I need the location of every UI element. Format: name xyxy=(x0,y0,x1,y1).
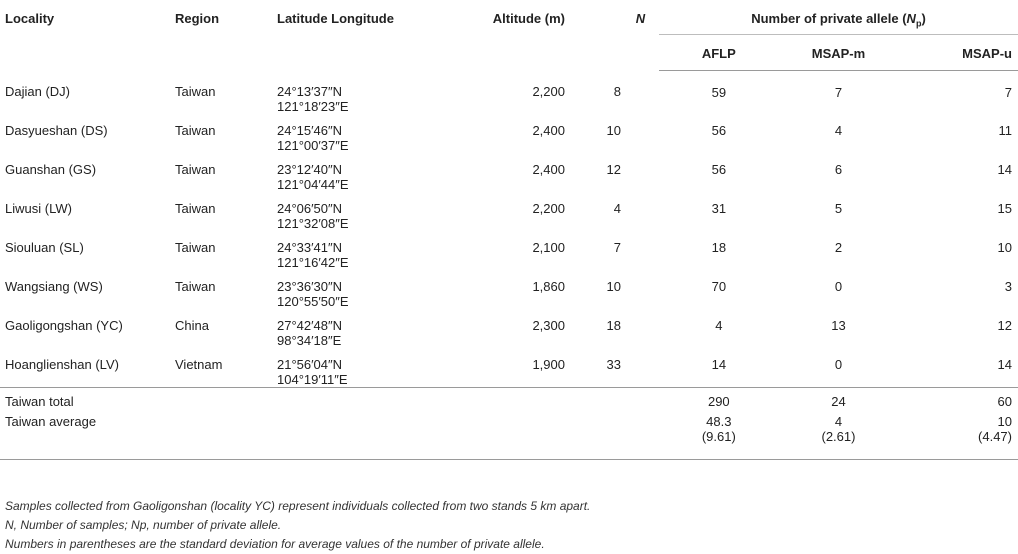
n-cell: 12 xyxy=(606,162,621,177)
header-np-suffix: ) xyxy=(921,11,926,26)
longitude: 121°00′37″E xyxy=(277,138,349,153)
latitude: 21°56′04″N xyxy=(277,357,343,372)
aflp-cell: 56 xyxy=(711,162,727,177)
latlong-cell xyxy=(277,153,447,192)
header-msap-u: MSAP-u xyxy=(898,34,1018,70)
n-cell: 4 xyxy=(613,201,621,216)
taiwan-total-aflp: 290 xyxy=(659,388,779,412)
msap-u-cell: 14 xyxy=(997,162,1012,177)
table-row xyxy=(0,70,1018,114)
msap-u-cell: 15 xyxy=(997,201,1012,216)
table-row xyxy=(0,270,1018,309)
aflp-cell: 18 xyxy=(711,240,727,255)
longitude: 120°55′50″E xyxy=(277,294,349,309)
header-altitude: Altitude (m) xyxy=(492,11,565,26)
header-msap-m: MSAP-m xyxy=(779,34,899,70)
latlong-cell xyxy=(277,231,447,270)
taiwan-total-msap-u: 60 xyxy=(898,388,1018,412)
locality-cell: Hoanglienshan (LV) xyxy=(5,357,119,372)
avg-msap-u-sd: (4.47) xyxy=(978,428,1012,444)
n-cell: 33 xyxy=(606,357,621,372)
altitude-cell: 2,100 xyxy=(532,240,565,255)
header-region: Region xyxy=(175,11,220,26)
footnote-3: Numbers in parentheses are the standard deviation for average values of the number of private allele. xyxy=(5,537,545,551)
longitude: 121°32′08″E xyxy=(277,216,349,231)
footnote-1: Samples collected from Gaoligonshan (locality YC) represent individuals collected from two stands 5 km apart. xyxy=(5,499,591,513)
latitude: 24°06′50″N xyxy=(277,201,343,216)
header-locality: Locality xyxy=(5,11,55,26)
region-cell: Taiwan xyxy=(175,123,216,138)
locality-cell: Liwusi (LW) xyxy=(5,201,72,216)
region-cell: China xyxy=(175,318,209,333)
header-row-1 xyxy=(0,0,1018,34)
avg-msap-u-value: 10 xyxy=(997,413,1012,429)
msap-m-cell: 0 xyxy=(834,357,843,372)
avg-aflp-value: 48.3 xyxy=(706,413,732,429)
msap-m-cell: 7 xyxy=(834,84,843,100)
taiwan-total-msap-m: 24 xyxy=(779,388,899,412)
msap-m-cell: 6 xyxy=(834,162,843,177)
aflp-cell: 70 xyxy=(711,279,727,294)
altitude-cell: 1,900 xyxy=(532,357,565,372)
header-np-symbol: N xyxy=(906,11,916,26)
locality-cell: Siouluan (SL) xyxy=(5,240,84,255)
taiwan-average-row xyxy=(0,412,1018,460)
latlong-cell xyxy=(277,348,447,388)
latitude: 27°42′48″N xyxy=(277,318,343,333)
table-row xyxy=(0,153,1018,192)
altitude-cell: 2,400 xyxy=(532,123,565,138)
aflp-cell: 31 xyxy=(711,201,727,216)
taiwan-average-msap-u xyxy=(898,412,1018,460)
taiwan-average-aflp xyxy=(659,412,779,460)
latitude: 24°33′41″N xyxy=(277,240,343,255)
longitude: 121°18′23″E xyxy=(277,99,349,114)
locality-cell: Dasyueshan (DS) xyxy=(5,123,108,138)
latitude: 24°15′46″N xyxy=(277,123,343,138)
n-cell: 10 xyxy=(606,123,621,138)
msap-u-cell: 3 xyxy=(1004,279,1012,294)
taiwan-average-msap-m xyxy=(779,412,899,460)
region-cell: Taiwan xyxy=(175,279,216,294)
msap-m-cell: 5 xyxy=(834,201,843,216)
header-n: N xyxy=(635,11,646,26)
region-cell: Vietnam xyxy=(175,357,223,372)
msap-u-cell: 10 xyxy=(997,240,1012,255)
table-row xyxy=(0,309,1018,348)
region-cell: Taiwan xyxy=(175,162,216,177)
locality-cell: Wangsiang (WS) xyxy=(5,279,103,294)
footnote-2: N, Number of samples; Np, number of private allele. xyxy=(5,518,282,532)
altitude-cell: 2,200 xyxy=(532,201,565,216)
table-row xyxy=(0,231,1018,270)
region-cell: Taiwan xyxy=(175,240,216,255)
longitude: 121°16′42″E xyxy=(277,255,349,270)
avg-msap-m-sd: (2.61) xyxy=(821,428,856,444)
aflp-cell: 59 xyxy=(711,84,727,100)
avg-msap-m-value: 4 xyxy=(834,413,843,429)
altitude-cell: 2,400 xyxy=(532,162,565,177)
altitude-cell: 2,300 xyxy=(532,318,565,333)
longitude: 104°19′11″E xyxy=(277,372,348,387)
latlong-cell xyxy=(277,70,447,114)
header-latlong: Latitude Longitude xyxy=(277,11,394,26)
header-np-sub: p xyxy=(915,18,922,29)
table-body xyxy=(0,70,1018,388)
taiwan-average-label: Taiwan average xyxy=(5,413,97,429)
altitude-cell: 2,200 xyxy=(532,84,565,99)
msap-m-cell: 2 xyxy=(834,240,843,255)
taiwan-total-row xyxy=(0,388,1018,412)
latlong-cell xyxy=(277,270,447,309)
latitude: 23°36′30″N xyxy=(277,279,343,294)
region-cell: Taiwan xyxy=(175,84,216,99)
latitude: 24°13′37″N xyxy=(277,84,343,99)
msap-u-cell: 11 xyxy=(998,123,1012,138)
longitude: 98°34′18″E xyxy=(277,333,342,348)
table-row xyxy=(0,348,1018,388)
msap-m-cell: 0 xyxy=(834,279,843,294)
locality-cell: Dajian (DJ) xyxy=(5,84,71,99)
n-cell: 10 xyxy=(606,279,621,294)
latlong-cell xyxy=(277,114,447,153)
msap-u-cell: 7 xyxy=(1004,84,1012,100)
region-cell: Taiwan xyxy=(175,201,216,216)
msap-u-cell: 14 xyxy=(997,357,1012,372)
locality-cell: Gaoligongshan (YC) xyxy=(5,318,123,333)
header-aflp: AFLP xyxy=(659,34,779,70)
table-row xyxy=(0,192,1018,231)
longitude: 121°04′44″E xyxy=(277,177,349,192)
latlong-cell xyxy=(277,309,447,348)
latlong-cell xyxy=(277,192,447,231)
msap-u-cell: 12 xyxy=(997,318,1012,333)
locality-cell: Guanshan (GS) xyxy=(5,162,97,177)
taiwan-total-label: Taiwan total xyxy=(0,388,175,412)
msap-m-cell: 13 xyxy=(831,318,846,333)
table-row xyxy=(0,114,1018,153)
header-np-group xyxy=(659,0,1018,34)
latitude: 23°12′40″N xyxy=(277,162,343,177)
msap-m-cell: 4 xyxy=(834,123,843,138)
n-cell: 7 xyxy=(613,240,621,255)
n-cell: 18 xyxy=(606,318,621,333)
aflp-cell: 56 xyxy=(711,123,727,138)
avg-aflp-sd: (9.61) xyxy=(701,428,736,444)
n-cell: 8 xyxy=(613,84,621,99)
footnotes xyxy=(5,497,590,554)
altitude-cell: 1,860 xyxy=(532,279,565,294)
aflp-cell: 14 xyxy=(711,357,727,372)
aflp-cell: 4 xyxy=(715,318,723,333)
header-np-prefix: Number of private allele ( xyxy=(751,11,907,26)
summary-body xyxy=(0,388,1018,460)
